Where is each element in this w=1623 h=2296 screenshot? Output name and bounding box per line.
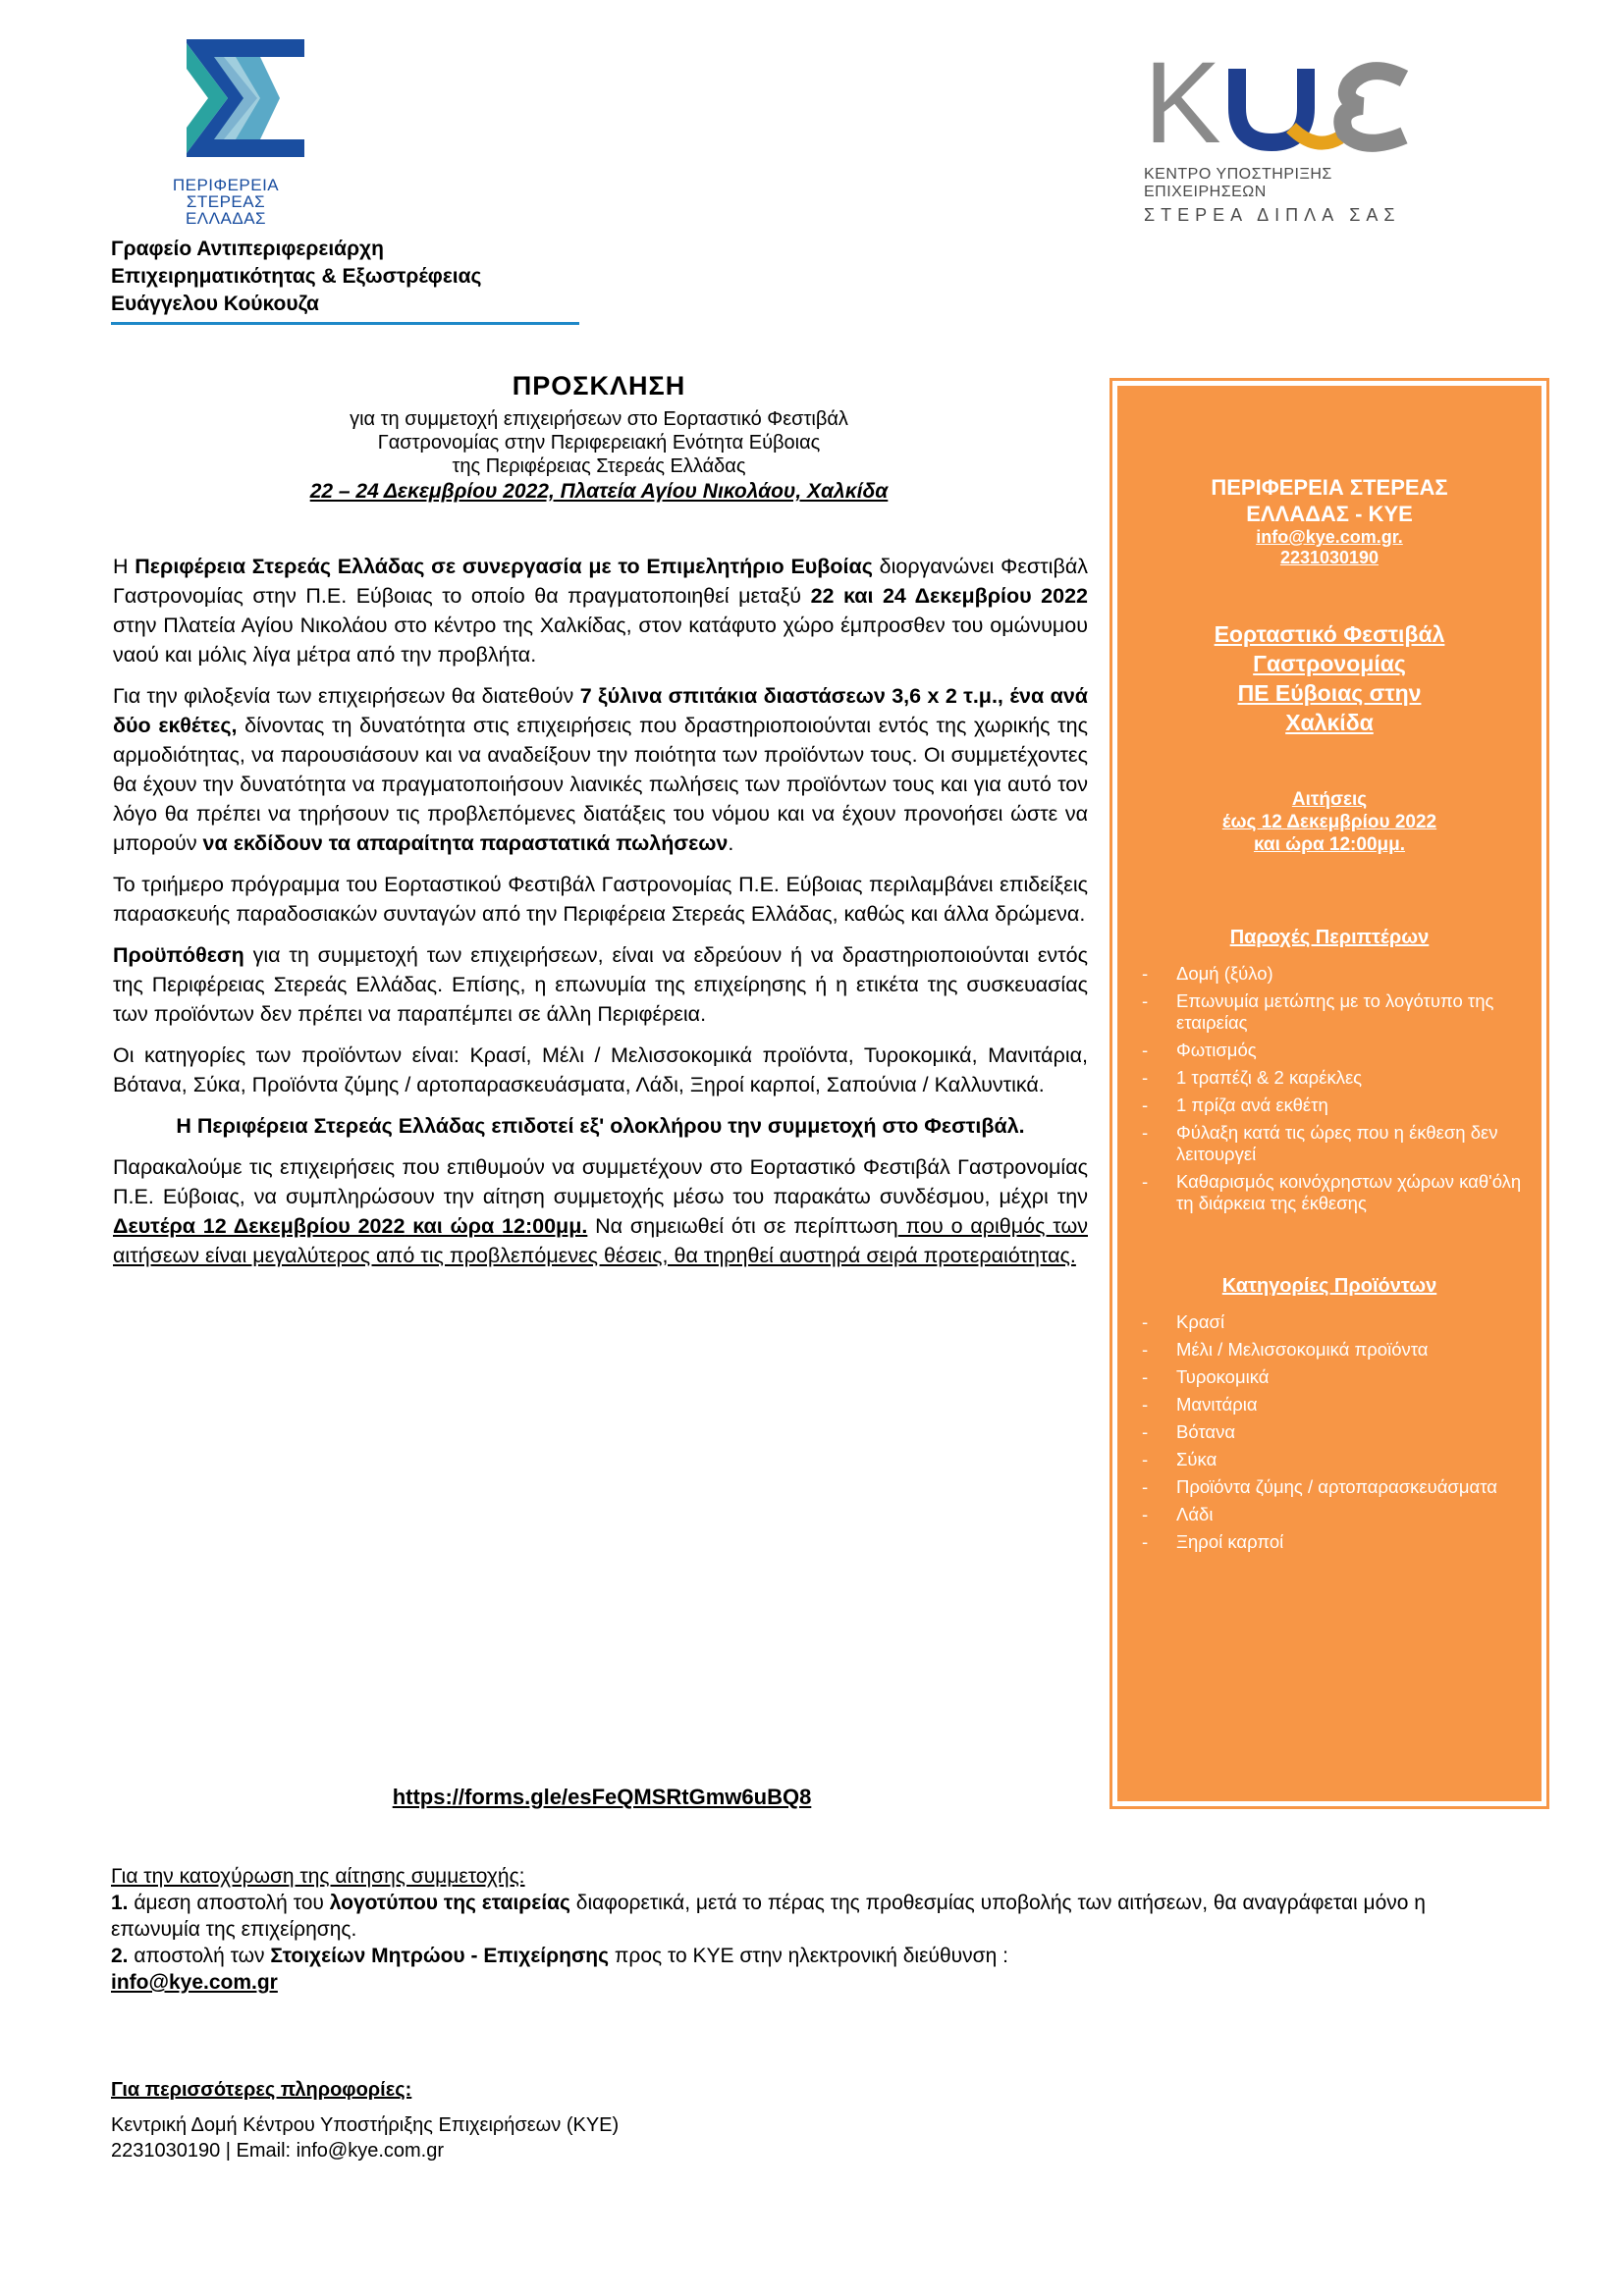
list-item: - Μανιτάρια [1142,1394,1522,1415]
sidebar-provisions-title: Παροχές Περιπτέρων [1229,927,1430,948]
application-form-link[interactable]: https://forms.gle/esFeQMSRtGmw6uBQ8 [392,1785,812,1809]
office-line: Γραφείο Αντιπεριφερειάρχη [111,238,384,260]
region-logo [162,20,329,231]
sidebar-heading: ΠΕΡΙΦΕΡΕΙΑ ΣΤΕΡΕΑΣ ΕΛΛΑΔΑΣ - ΚΥΕ [1211,475,1448,526]
info-sidebar [1112,381,1546,1806]
subtitle-line: της Περιφέρειας Στερεάς Ελλάδας [452,455,746,477]
svg-text:K: K [1144,49,1221,157]
more-info-heading: Για περισσότερες πληροφορίες: [111,2079,412,2101]
list-item: - Τυροκομικά [1142,1366,1522,1388]
list-item: - Καθαρισμός κοινόχρηστων χώρων καθ'όλη τη διάρκεια της έκθεσης [1142,1171,1522,1214]
kye-slogan: ΣΤΕΡΕΑ ΔΙΠΛΑ ΣΑΣ [1144,205,1401,225]
paragraph-booths: Για την φιλοξενία των επιχειρήσεων θα διατεθούν 7 ξύλινα σπιτάκια διαστάσεων 3,6 x 2 τ.μ., ένα ανά δύο εκθέτες, δίνοντας τη δυνατότητα στις επιχειρήσεις που δραστηριοποιούνται εντός της χωρικής της αρμοδιότητας, να παρουσιάσουν και να αναδείξουν την ποιότητα των προϊόντων τους. Οι συμμετέχοντες θα έχουν την δυνατότητα να πραγματοποιήσουν λιανικές πωλήσεις των προϊόντων τους και για αυτό τον λόγο θα πρέπει να τηρήσουν τις προβλεπόμενες διατάξεις του νόμου και να έχουν προνοήσει ώστε να μπορούν να εκδίδουν τα απαραίτητα παραστατικά πωλήσεων. [113,684,1088,855]
list-item: - Φύλαξη κατά τις ώρες που η έκθεση δεν λειτουργεί [1142,1122,1522,1165]
list-item: - Φωτισμός [1142,1040,1522,1061]
paragraph-intro: Η Περιφέρεια Στερεάς Ελλάδας σε συνεργασία με το Επιμελητήριο Ευβοίας διοργανώνει Φεστιβάλ Γαστρονομίας στην Π.Ε. Εύβοιας το οποίο θα πραγματοποιηθεί μεταξύ 22 και 24 Δεκεμβρίου 2022 στην Πλατεία Αγίου Νικολάου στο κέντρο της Χαλκίδας, στον κατάφυτο χώρο έμπροσθεν του ομώνυμου ναού και μόλις λίγα μέτρα από την προβλήτα. [113,555,1089,667]
more-info-block [111,2077,995,2163]
office-divider [111,322,579,325]
registration-block [111,1863,1505,1996]
page-title: ΠΡΟΣΚΛΗΣΗ [512,371,686,400]
list-item: - 1 τραπέζι & 2 καρέκλες [1142,1067,1522,1089]
paragraph-application: Παρακαλούμε τις επιχειρήσεις που επιθυμούν να συμμετέχουν στο Εορταστικό Φεστιβάλ Γαστρονομίας Π.Ε. Εύβοιας, να συμπληρώσουν την αίτηση συμμετοχής μέσω του παρακάτω συνδέσμου, μέχρι την Δευτέρα 12 Δεκεμβρίου 2022 και ώρα 12:00μμ. Να σημειωθεί ότι σε περίπτωση που ο αριθμός των αιτήσεων είναι μεγαλύτερος από τις προβλεπόμενες θέσεις, θα τηρηθεί αυστηρά σειρά προτεραιότητας. [113,1155,1088,1267]
kye-wordmark-icon [1144,49,1429,157]
sidebar-categories-title: Κατηγορίες Προϊόντων [1221,1275,1437,1297]
list-item: - Επωνυμία μετώπης με το λογότυπο της εταιρείας [1142,990,1522,1034]
sidebar-phone: 2231030190 [1279,548,1380,567]
kye-logo [1144,49,1438,236]
office-block [111,236,582,318]
event-dates: 22 – 24 Δεκεμβρίου 2022, Πλατεία Αγίου Νικολάου, Χαλκίδα [309,480,889,503]
list-item: - Ξηροί καρποί [1142,1531,1522,1553]
list-item: - Κρασί [1142,1311,1522,1333]
list-item: - Μέλι / Μελισσοκομικά προϊόντα [1142,1339,1522,1361]
categories-list [1117,1311,1542,1553]
subtitle-line: για τη συμμετοχή επιχειρήσεων στο Εορταστικό Φεστιβάλ [350,408,848,430]
list-item: - Σύκα [1142,1449,1522,1470]
list-item: - 1 πρίζα ανά εκθέτη [1142,1095,1522,1116]
more-info-line: 2231030190 | Email: info@kye.com.gr [111,2140,445,2162]
list-item: - Βότανα [1142,1421,1522,1443]
sidebar-deadline: Αιτήσεις έως 12 Δεκεμβρίου 2022 και ώρα 12:00μμ. [1221,789,1437,855]
registration-heading: Για την κατοχύρωση της αίτησης συμμετοχής: [111,1865,525,1888]
list-item: - Λάδι [1142,1504,1522,1525]
subtitle-line: Γαστρονομίας στην Περιφερειακή Ενότητα Εύβοιας [377,432,821,454]
office-line: Επιχειρηματικότητας & Εξωστρέφειας [111,265,482,288]
title-block [196,371,1001,506]
region-logo-text: ΠΕΡΙΦΕΡΕΙΑ ΣΤΕΡΕΑΣ ΕΛΛΑΔΑΣ [172,176,280,228]
sigma-logo-icon [167,20,314,177]
list-item: - Δομή (ξύλο) [1142,963,1522,985]
more-info-line: Κεντρική Δομή Κέντρου Υποστήριξης Επιχειρήσεων (ΚΥΕ) [111,2114,620,2136]
paragraph-categories: Οι κατηγορίες των προϊόντων είναι: Κρασί, Μέλι / Μελισσοκομικά προϊόντα, Τυροκομικά, Μανιτάρια, Βότανα, Σύκα, Προϊόντα ζύμης / αρτοπαρασκευάσματα, Λάδι, Ξηροί καρποί, Σαπούνια / Καλλυντικά. [113,1043,1089,1096]
provisions-list [1117,963,1542,1214]
paragraph-subsidy: Η Περιφέρεια Στερεάς Ελλάδας επιδοτεί εξ' ολοκλήρου την συμμετοχή στο Φεστιβάλ. [176,1114,1025,1138]
registration-item: 2. αποστολή των Στοιχείων Μητρώου - Επιχείρησης προς το ΚΥΕ στην ηλεκτρονική διεύθυνση : [111,1945,1008,1967]
registration-item: 1. άμεση αποστολή του λογοτύπου της εταιρείας διαφορετικά, μετά το πέρας της προθεσμίας υποβολής των αιτήσεων, θα αναγράφεται μόνο η επωνυμία της επιχείρησης. [111,1892,1426,1941]
paragraph-requirement: Προϋπόθεση για τη συμμετοχή των επιχειρήσεων, είναι να εδρεύουν ή να δραστηριοποιούνται εντός της Περιφέρειας Στερεάς Ελλάδας. Επίσης, η επωνυμία της επιχείρησης ή η ετικέτα της συσκευασίας των προϊόντων δεν πρέπει να παραπέμπει σε άλλη Περιφέρεια. [113,943,1088,1026]
list-item: - Προϊόντα ζύμης / αρτοπαρασκευάσματα [1142,1476,1522,1498]
sidebar-event-title: Εορταστικό Φεστιβάλ Γαστρονομίας ΠΕ Εύβοιας στην Χαλκίδα [1214,621,1445,735]
main-body [113,552,1088,1282]
office-line: Ευάγγελου Κούκουζα [111,293,319,315]
paragraph-program: Το τριήμερο πρόγραμμα του Εορταστικού Φεστιβάλ Γαστρονομίας Π.Ε. Εύβοιας περιλαμβάνει επιδείξεις παρασκευής παραδοσιακών συνταγών από την Περιφέρεια Στερεάς Ελλάδας, καθώς και άλλα δρώμενα. [113,873,1088,926]
registration-email-link[interactable]: info@kye.com.gr [111,1971,278,1994]
sidebar-email-link[interactable]: info@kye.com.gr. [1256,527,1403,547]
kye-subtitle: ΚΕΝΤΡΟ ΥΠΟΣΤΗΡΙΞΗΣ ΕΠΙΧΕΙΡΗΣΕΩΝ [1144,166,1332,200]
